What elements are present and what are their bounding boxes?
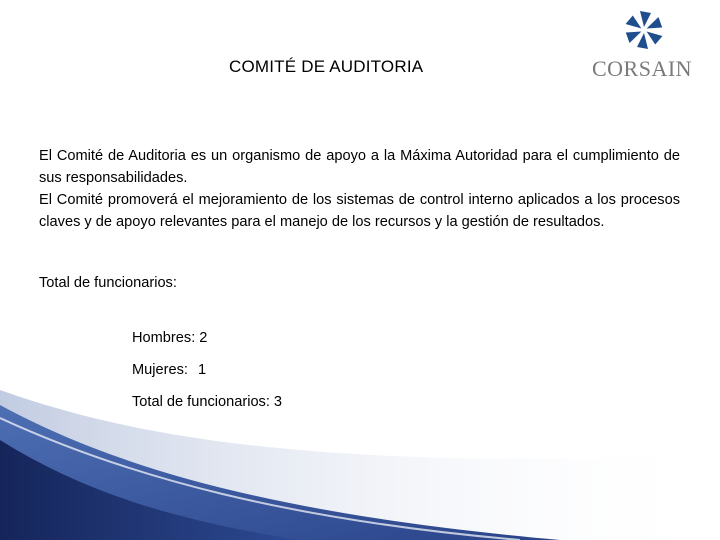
stat-men-value: 2 <box>199 330 208 346</box>
stat-women-value: 1 <box>197 362 207 378</box>
total-heading: Total de funcionarios: <box>39 275 177 291</box>
logo-wordmark: CORSAIN <box>592 56 693 81</box>
slide-title: COMITÉ DE AUDITORIA <box>229 57 424 76</box>
stat-total-value: 3 <box>273 394 283 410</box>
body-paragraph-2: El Comité promoverá el mejoramiento de los sistemas de control interno aplicados a los procesos claves y de apoyo relevantes para el manejo de los recursos y la gestión de resultados. <box>39 192 680 230</box>
body-text <box>39 145 680 233</box>
stat-men <box>132 330 207 346</box>
stat-total-label: Total de funcionarios: <box>132 394 270 410</box>
stat-women-label: Mujeres: <box>132 362 188 378</box>
corsain-logo <box>592 10 710 82</box>
stat-men-label: Hombres: <box>132 330 196 346</box>
pinwheel-logo-icon <box>624 10 664 50</box>
stat-total <box>132 394 282 410</box>
body-paragraph-1: El Comité de Auditoria es un organismo de apoyo a la Máxima Autoridad para el cumplimiento de sus responsabilidades. <box>39 148 680 186</box>
stat-women <box>132 362 206 378</box>
